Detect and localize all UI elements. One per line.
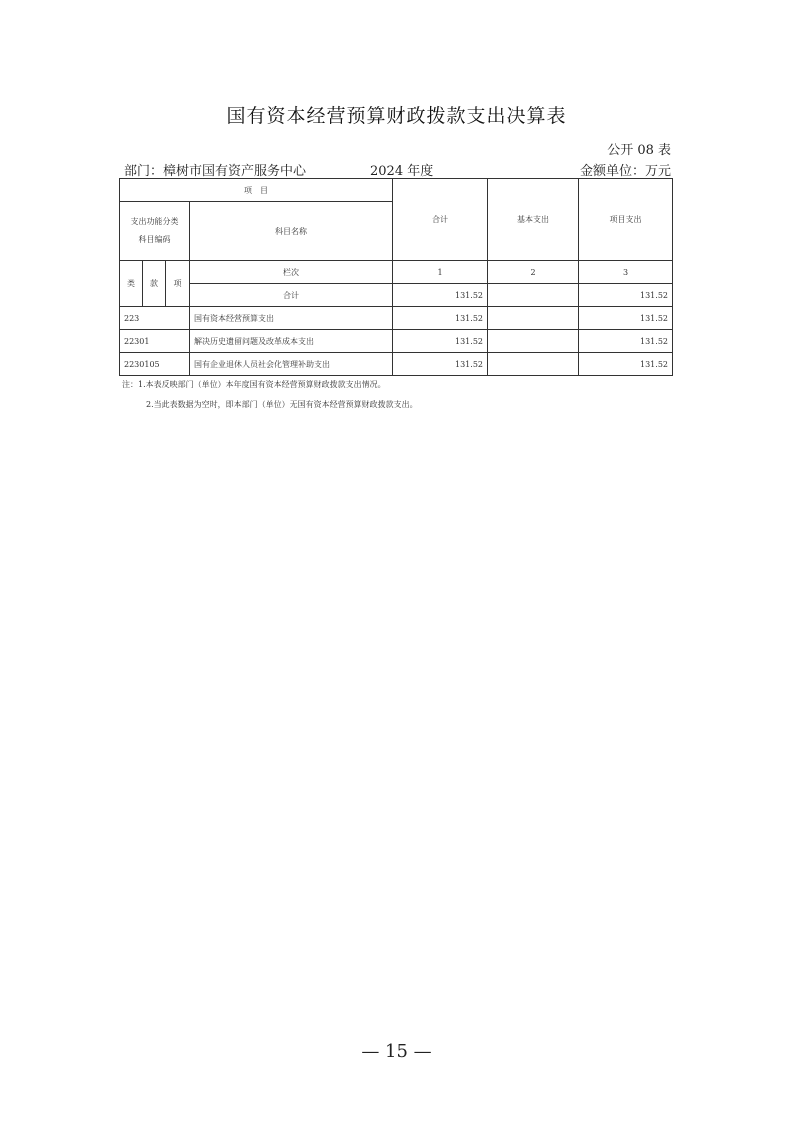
row-name: 国有资本经营预算支出 (190, 307, 393, 330)
row-total: 131.52 (393, 307, 488, 330)
total-label: 合计 (190, 284, 393, 307)
row-code: 22301 (120, 330, 190, 353)
header-item: 项 目 (120, 179, 393, 202)
row-name: 解决历史遗留问题及改革成本支出 (190, 330, 393, 353)
total-project: 131.52 (579, 284, 673, 307)
department-label: 部门：樟树市国有资产服务中心 (124, 164, 307, 179)
row-project: 131.52 (579, 307, 673, 330)
year-label: 2024 年度 (370, 164, 434, 179)
header-xiang: 项 (166, 261, 190, 307)
header-col3: 3 (579, 261, 673, 284)
header-code-line1: 支出功能分类 (130, 217, 179, 226)
row-total: 131.52 (393, 330, 488, 353)
table-row (120, 307, 673, 330)
total-basic (488, 284, 579, 307)
header-code (120, 202, 190, 261)
notes (122, 375, 418, 415)
unit-label: 金额单位：万元 (579, 164, 671, 179)
note-1: 注：1.本表反映部门（单位）本年度国有资本经营预算财政拨款支出情况。 (122, 380, 386, 389)
table-number: 公开 08 表 (607, 143, 671, 158)
header-col2: 2 (488, 261, 579, 284)
header-code-line2: 科目编码 (138, 235, 171, 244)
header-lei: 类 (120, 261, 143, 307)
total-row (120, 284, 673, 307)
page-title: 国有资本经营预算财政拨款支出决算表 (226, 105, 567, 127)
row-basic (488, 307, 579, 330)
header-subject-name: 科目名称 (190, 202, 393, 261)
row-basic (488, 353, 579, 376)
table-row (120, 330, 673, 353)
header-row-lanci (120, 261, 673, 284)
row-name: 国有企业退休人员社会化管理补助支出 (190, 353, 393, 376)
page-number: — 15 — (361, 1041, 432, 1062)
header-basic: 基本支出 (488, 179, 579, 261)
row-code: 223 (120, 307, 190, 330)
note-2: 2.当此表数据为空时，即本部门（单位）无国有资本经营预算财政拨款支出。 (146, 400, 418, 409)
expenditure-table (119, 178, 673, 376)
header-col1: 1 (393, 261, 488, 284)
table-row (120, 353, 673, 376)
total-total: 131.52 (393, 284, 488, 307)
header-project: 项目支出 (579, 179, 673, 261)
row-project: 131.52 (579, 353, 673, 376)
row-project: 131.52 (579, 330, 673, 353)
header-lanci: 栏次 (190, 261, 393, 284)
row-code: 2230105 (120, 353, 190, 376)
header-kuan: 款 (143, 261, 166, 307)
header-total: 合计 (393, 179, 488, 261)
header-row-item (120, 179, 673, 202)
row-total: 131.52 (393, 353, 488, 376)
row-basic (488, 330, 579, 353)
